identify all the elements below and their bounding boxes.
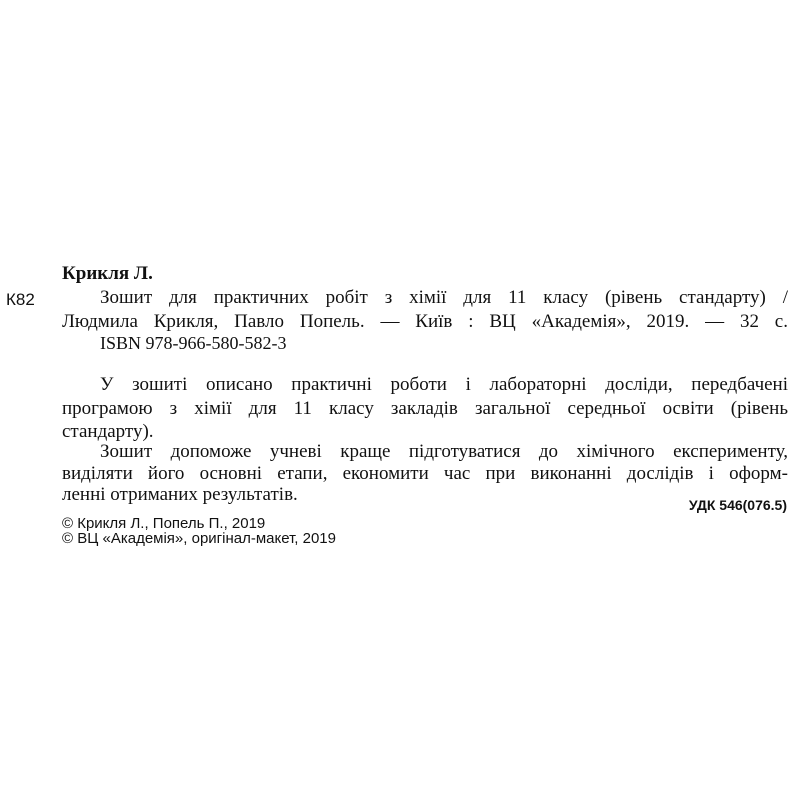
isbn: ISBN 978-966-580-582-3 [100,333,287,353]
annotation-line-6: ленні отриманих результатів. [62,484,298,505]
copyright-line-2: © ВЦ «Академія», оригінал-макет, 2019 [62,530,336,547]
bibliographic-line-2: Людмила Крикля, Павло Попель. — Київ : ВЦ «Академія», 2019. — 32 с. [62,311,788,332]
bibliographic-line-1: Зошит для практичних робіт з хімії для 11 класу (рівень стандарту) / [100,287,788,308]
annotation-line-2: програмою з хімії для 11 класу закладів загальної середньої освіти (рівень [62,398,788,419]
annotation-line-3: стандарту). [62,421,154,442]
udk-code: УДК 546(076.5) [688,497,787,513]
copyright-line-1: © Крикля Л., Попель П., 2019 [62,515,266,532]
author-heading: Крикля Л. [62,263,153,284]
annotation-line-4: Зошит допоможе учневі краще підготуватися до хімічного експерименту, [100,441,788,462]
annotation-line-1: У зошиті описано практичні роботи і лабораторні досліди, передбачені [100,374,788,395]
annotation-line-5: виділяти його основні етапи, економити час при виконанні дослідів і оформ- [62,463,788,484]
author-mark: К82 [6,290,35,309]
